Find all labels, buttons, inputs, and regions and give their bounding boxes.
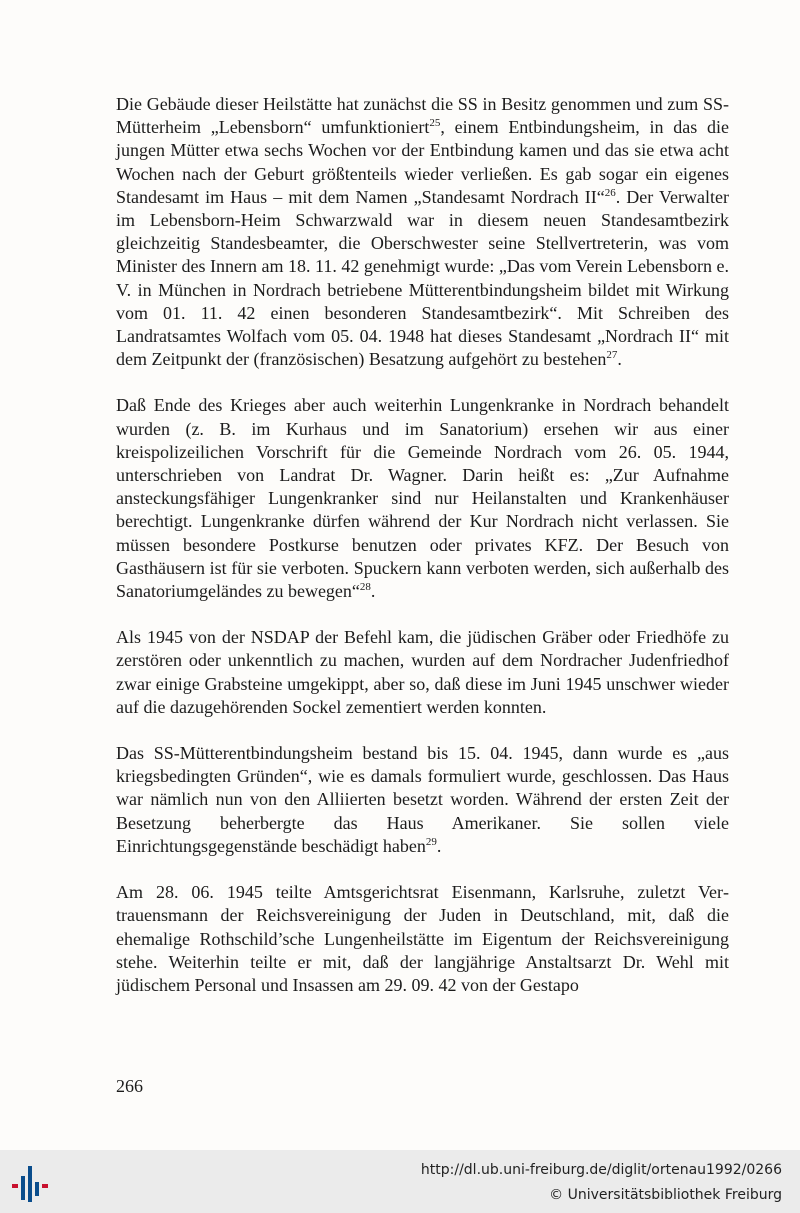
- footer-bar: [0, 1150, 800, 1213]
- paragraph-5: Am 28. 06. 1945 teilte Amtsgerichtsrat Eisenmann, Karlsruhe, zuletzt Vertrauensmann der Reichsvereinigung der Juden in Deutschland, mit, daß die ehemalige Rothschild’sche Lungenheilstätte im Eigentum der Reichsvereinigung stehe. Weiterhin teilte er mit, daß der langjährige Anstaltsarzt Dr. Wehl mit jüdischem Personal und Insassen am 29. 09. 42 von der Gestapo: [116, 882, 729, 995]
- footnote-ref-27[interactable]: 27: [606, 349, 618, 362]
- page-number: 266: [116, 1076, 143, 1096]
- footnote-ref-26[interactable]: 26: [604, 186, 616, 199]
- body-text: [116, 93, 729, 997]
- footnote-ref-28[interactable]: 28: [359, 581, 371, 594]
- copyright-notice: © Universitätsbibliothek Freiburg: [549, 1187, 782, 1203]
- footnote-ref-25[interactable]: 25: [429, 117, 441, 130]
- source-url-link[interactable]: http://dl.ub.uni-freiburg.de/diglit/ortenau1992/0266: [420, 1162, 782, 1178]
- ub-freiburg-logo-icon[interactable]: [10, 1164, 50, 1204]
- paragraph-3: Als 1945 von der NSDAP der Befehl kam, die jüdischen Gräber oder Friedhöfe zu zerstören oder unkenntlich zu machen, wurden auf dem Nordracher Judenfriedhof zwar einige Grabsteine umgekippt, aber so, daß diese im Juni 1945 unschwer wieder auf die dazugehörenden Sockel zementiert werden konnten.: [116, 627, 729, 717]
- footnote-ref-29[interactable]: 29: [425, 835, 437, 848]
- paragraph-1: Die Gebäude dieser Heilstätte hat zunächst die SS in Besitz genommen und zum SS-Mütterheim „Lebensborn“ umfunktioniert$^{25}$, einem Entbindungsheim, in das die jungen Mütter etwa sechs Wochen vor der Entbindung kamen und das sie etwa acht Wochen nach der Geburt größtenteils wieder verließen. Es gab sogar ein eigenes Standesamt im Haus – mit dem Namen „Standesamt Nordrach II“$^{26}$. Der Verwalter im Lebensborn-Heim Schwarzwald war in diesem neuen Standesamtbezirk gleichzeitig Standesbeamter, die Oberschwester seine Stellvertreterin, was vom Minister des Innern am 18. 11. 42 genehmigt wurde: „Das vom Verein Lebensborn e. V. in München in Nordrach betriebene Mütterentbindungsheim bildet mit Wirkung vom 01. 11. 42 einen besonderen Standesamtbezirk“. Mit Schreiben des Landratsamtes Wolfach vom 05. 04. 1948 hat dieses Standesamt „Nordrach II“ mit dem Zeitpunkt der (französischen) Besatzung aufgehört zu bestehen$^{27}$.: [116, 94, 730, 370]
- paragraph-4: Das SS-Mütterentbindungsheim bestand bis 15. 04. 1945, dann wurde es „aus kriegsbedingten Gründen“, wie es damals formuliert wurde, geschlossen. Das Haus war nämlich nun von den Alliierten besetzt worden. Während der ersten Zeit der Besetzung beherbergte das Haus Amerikaner. Sie sollen viele Einrichtungsgegenstände beschädigt haben$^{29}$.: [116, 743, 729, 856]
- paragraph-2: Daß Ende des Krieges aber auch weiterhin Lungenkranke in Nordrach behandelt wurden (z. B. im Kurhaus und im Sanatorium) ersehen wir aus einer kreispolizeilichen Vorschrift für die Gemeinde Nordrach vom 26. 05. 1944, unterschrieben von Landrat Dr. Wagner. Darin heißt es: „Zur Aufnahme ansteckungsfähiger Lungenkranker sind nur Heilanstalten und Krankenhäuser berechtigt. Lungenkranke dürfen während der Kur Nordrach nicht verlassen. Sie müssen besondere Postkurse benutzen oder privates KFZ. Der Besuch von Gasthäusern ist für sie verboten. Spuckern kann verboten werden, sich außerhalb des Sanatoriumgeländes zu bewegen“$^{28}$.: [116, 395, 729, 602]
